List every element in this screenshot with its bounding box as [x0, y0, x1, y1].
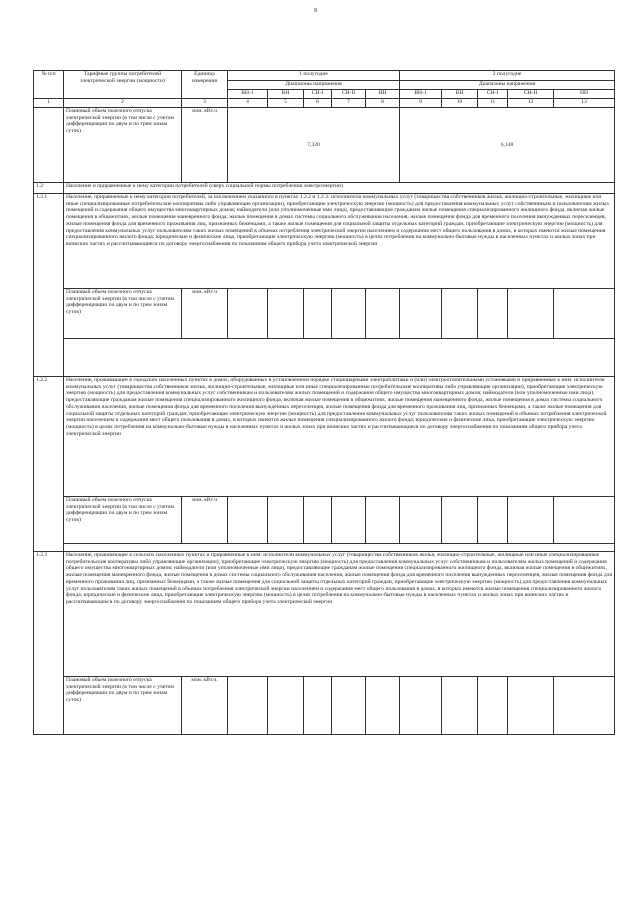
- plan-row-1-2-1: [34, 289, 615, 339]
- section-text: Население и приравненные к нему категории потребителей (сверх социальной нормы потребления электроэнергии): [64, 183, 615, 194]
- col-number: 7: [332, 99, 366, 108]
- section-row-1-2-3: [34, 552, 615, 677]
- blank-cell: [64, 544, 615, 552]
- section-row-1-2-2: [34, 377, 615, 497]
- section-row-1-2: [34, 183, 615, 194]
- value-cell: [304, 677, 332, 735]
- tariff-volume-table: [33, 70, 615, 735]
- plan-unit: млн. кВт.ч: [182, 497, 228, 544]
- value-cell: [304, 497, 332, 544]
- col-number: 1: [34, 99, 64, 108]
- section-text: Население, проживающее в сельских населенных пунктах и приравненные к ним: исполнители коммунальных услуг (товарищества собственников жилья, жилищно-строительные, жилищные или иные специализированные потребительские кооперативы либо управляющие организации), приобретающие электрическую энергию (мощность) для предоставления коммунальных услуг собственникам и пользователям жилых помещений и содержания общего имущества многоквартирных домов; наймодатели (или уполномоченные ими лица), предоставляющие гражданам жилые помещения специализированного жилищного фонда, включая жилые помещения в общежитиях, жилые помещения маневренного фонда, жилые помещения в домах системы социального обслуживания населения, жилые помещения фонда для временного поселения вынужденных переселенцев, жилые помещения фонда для временного проживания лиц, признанных беженцами, а также жилые помещения для социальной защиты отдельных категорий граждан, приобретающие электрическую энергию (мощность) для предоставления коммунальных услуг пользователям таких жилых помещений в объемах потребления электрической энергии населением и содержания мест общего пользования в домах, в которых имеются жилые помещения специализированного жилого фонда; юридические и физические лица, приобретающие электрическую энергию (мощность) в целях потребления на коммунально-бытовые нужды в населенных пунктах и жилых зонах при воинских частях и рассчитывающиеся по договору энергоснабжения по показаниям общего прибора учета электрической энергии: [64, 552, 615, 677]
- plan-value-half2: 6,148: [400, 108, 615, 183]
- section-text: Население, проживающее в городских населенных пунктах в домах, оборудованных в установленном порядке стационарными электроплитами и (или) электроотопительными установками и приравненные к ним: исполнители коммунальных услуг (товарищества собственников жилья, жилищно-строительные, жилищные или иные специализированные потребительские кооперативы либо управляющие организации), приобретающие электрическую энергию (мощность) для предоставления коммунальных услуг собственникам и пользователям жилых помещений и содержания общего имущества многоквартирных домов; наймодатели (или уполномоченные ими лица), предоставляющие гражданам жилые помещения специализированного жилищного фонда, включая жилые помещения в общежитиях, жилые помещения маневренного фонда, жилые помещения в домах системы социального обслуживания населения, жилые помещения фонда для временного поселения вынужденных переселенцев, жилые помещения фонда для временного проживания лиц, признанных беженцами, а также жилые помещения для социальной защиты отдельных категорий граждан, приобретающие электрическую энергию (мощность) для предоставления коммунальных услуг пользователям таких жилых помещений в объемах потребления электрической энергии населением и содержания мест общего пользования в домах, в которых имеются жилые помещения специализированного жилого фонда; юридические и физические лица, приобретающие электрическую энергию (мощность) в целях потребления на коммунально-бытовые нужды в населенных пунктах и жилых зонах при воинских частях и рассчитывающиеся по договору энергоснабжения по показаниям общего прибора учета электрической энергии: [64, 377, 615, 497]
- value-cell: [554, 497, 615, 544]
- header-half1: 1 полугодие: [228, 71, 400, 81]
- value-cell: [478, 289, 508, 339]
- voltage-sn2-h1: СН-II: [332, 90, 366, 99]
- value-cell: [400, 677, 442, 735]
- column-numbers-row: [34, 99, 615, 108]
- row-number: 1.2.1: [34, 194, 64, 377]
- value-cell: [366, 497, 400, 544]
- voltage-vn1-h2: ВН-1: [400, 90, 442, 99]
- col-number: 10: [442, 99, 478, 108]
- plan-row-top: [34, 108, 615, 183]
- voltage-nn-h2: НН: [554, 90, 615, 99]
- header-voltage-ranges-h2: Диапазоны напряжения: [400, 81, 615, 90]
- value-cell: [508, 289, 554, 339]
- header-col-groups: Тарифные группы потребителей электрической энергии (мощности): [64, 71, 182, 99]
- value-cell: [554, 289, 615, 339]
- col-number: 9: [400, 99, 442, 108]
- voltage-vn-h2: ВН: [442, 90, 478, 99]
- row-number: 1.2.3: [34, 552, 64, 735]
- plan-unit: млн. кВт.ч: [182, 289, 228, 339]
- col-number: 11: [478, 99, 508, 108]
- plan-label: Плановый объем полезного отпуска электрической энергии (в том числе с учетом дифференциации по двум и по трем зонам суток): [64, 289, 182, 339]
- row-number-empty: [34, 108, 64, 183]
- plan-row-1-2-3: [34, 677, 615, 735]
- value-cell: [228, 677, 268, 735]
- value-cell: [228, 497, 268, 544]
- voltage-vn-h1: ВН: [268, 90, 304, 99]
- value-cell: [332, 677, 366, 735]
- value-cell: [442, 289, 478, 339]
- col-number: 5: [268, 99, 304, 108]
- col-number: 8: [366, 99, 400, 108]
- value-cell: [508, 677, 554, 735]
- header-col-no: № п/п: [34, 71, 64, 99]
- spacer-row: [34, 339, 615, 377]
- value-cell: [442, 497, 478, 544]
- voltage-sn2-h2: СН-II: [508, 90, 554, 99]
- value-cell: [366, 677, 400, 735]
- value-cell: [478, 677, 508, 735]
- value-cell: [268, 497, 304, 544]
- plan-row-1-2-2: [34, 497, 615, 544]
- header-col-unit: Единица измерения: [182, 71, 228, 99]
- section-row-1-2-1: [34, 194, 615, 289]
- voltage-sn1-h2: СН-I: [478, 90, 508, 99]
- header-row-1: [34, 71, 615, 81]
- col-number: 4: [228, 99, 268, 108]
- page-number: 9: [314, 8, 317, 14]
- header-half2: 2 полугодие: [400, 71, 615, 81]
- plan-label: Плановый объем полезного отпуска электрической энергии (в том числе с учетом дифференциации по двум и по трем зонам суток): [64, 108, 182, 183]
- row-number: 1.2.2: [34, 377, 64, 552]
- plan-unit: млн. кВт.ч.: [182, 677, 228, 735]
- section-text: Население, приравненные к нему категории потребителей, за исключением указанного в пунктах 1.2.2 и 1.2.3: исполнители коммунальных услуг (товарищества собственников жилья, жилищно-строительные, жилищные или иные специализированные потребительские кооперативы либо управляющие организации), приобретающие электрическую энергию (мощность) для предоставления коммунальных услуг собственникам и пользователям жилых помещений и содержания общего имущества многоквартирных домов; наймодатели (или уполномоченные ими лица), предоставляющие гражданам жилые помещения специализированного жилищного фонда, включая жилые помещения в общежитиях, жилые помещения маневренного фонда, жилые помещения в домах системы социального обслуживания населения, жилые помещения фонда для временного поселения вынужденных переселенцев, жилые помещения фонда для временного проживания лиц, признанных беженцами, а также жилые помещения для социальной защиты отдельных категорий граждан, приобретающие электрическую энергию (мощность) для предоставления коммунальных услуг пользователям таких жилых помещений в объемах потребления электрической энергии населением и содержания мест общего пользования в домах, в которых имеются жилые помещения специализированного жилого фонда; юридические и физические лица, приобретающие электрическую энергию (мощность) в целях потребления на коммунально-бытовые нужды в населенных пунктах и жилых зонах при воинских частях и рассчитывающиеся по договору энергоснабжения по показаниям общего прибора учета электрической энергии: [64, 194, 615, 289]
- col-number: 2: [64, 99, 182, 108]
- voltage-nn-h1: НН: [366, 90, 400, 99]
- col-number: 3: [182, 99, 228, 108]
- value-cell: [268, 289, 304, 339]
- value-cell: [332, 289, 366, 339]
- value-cell: [228, 289, 268, 339]
- voltage-sn1-h1: СН-I: [304, 90, 332, 99]
- spacer-row: [34, 544, 615, 552]
- blank-cell: [64, 339, 615, 377]
- col-number: 12: [508, 99, 554, 108]
- value-cell: [304, 289, 332, 339]
- value-cell: [508, 497, 554, 544]
- value-cell: [366, 289, 400, 339]
- plan-unit: млн. кВт.ч: [182, 108, 228, 183]
- voltage-vn1-h1: ВН-1: [228, 90, 268, 99]
- value-cell: [400, 497, 442, 544]
- col-number: 13: [554, 99, 615, 108]
- plan-label: Плановый объем полезного отпуска электрической энергии (в том числе с учетом дифференциации по двум и по трем зонам суток): [64, 677, 182, 735]
- col-number: 6: [304, 99, 332, 108]
- value-cell: [400, 289, 442, 339]
- plan-value-half1: 7,320: [228, 108, 400, 183]
- value-cell: [554, 677, 615, 735]
- value-cell: [442, 677, 478, 735]
- plan-label: Плановый объем полезного отпуска электрической энергии (в том числе с учетом дифференциации по двум и по трем зонам суток): [64, 497, 182, 544]
- row-number: 1.2: [34, 183, 64, 194]
- value-cell: [332, 497, 366, 544]
- header-voltage-ranges-h1: Диапазоны напряжения: [228, 81, 400, 90]
- value-cell: [478, 497, 508, 544]
- value-cell: [268, 677, 304, 735]
